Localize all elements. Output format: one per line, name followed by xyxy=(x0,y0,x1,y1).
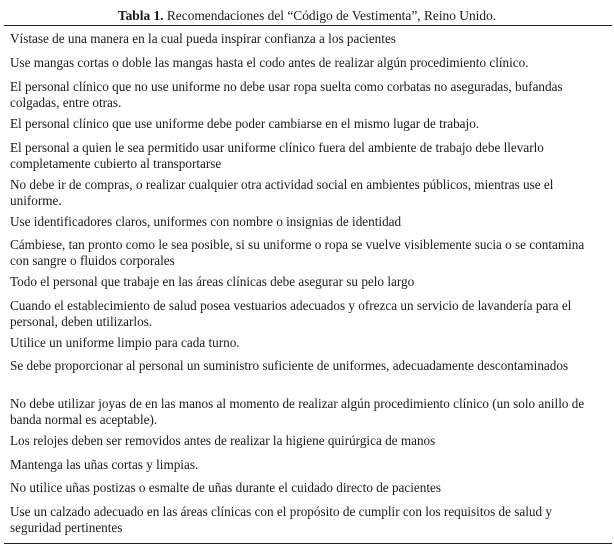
table-row: Use un calzado adecuado en las áreas clínicas con el propósito de cumplir con los requisitos de salud y seguridad pertinentes xyxy=(10,504,552,535)
table-row: Se debe proporcionar al personal un suministro suficiente de uniformes, adecuadamente descontaminados xyxy=(10,358,569,373)
table-bottom-rule xyxy=(4,543,612,544)
table-row: No debe utilizar joyas de en las manos al momento de realizar algún procedimiento clínico (un solo anillo de banda normal es aceptable). xyxy=(10,396,585,427)
table-top-rule xyxy=(4,25,612,26)
table-row: El personal clínico que no use uniforme no debe usar ropa suelta como corbatas no aseguradas, bufandas colgadas, entre otras. xyxy=(10,79,563,110)
table-row: Vístase de una manera en la cual pueda inspirar confianza a los pacientes xyxy=(10,31,396,46)
table-title xyxy=(0,8,614,24)
table-title-label: Tabla 1. xyxy=(117,8,164,23)
table-row: Cuando el establecimiento de salud posea vestuarios adecuados y ofrezca un servicio de lavandería para el personal, deben utilizarlos. xyxy=(10,298,572,329)
table-row: Use identificadores claros, uniformes con nombre o insignias de identidad xyxy=(10,214,402,229)
table-row: Cámbiese, tan pronto como le sea posible, si su uniforme o ropa se vuelve visiblemente sucia o se contamina con sangre o fluidos corporales xyxy=(10,237,585,268)
table-row: El personal a quien le sea permitido usar uniforme clínico fuera del ambiente de trabajo debe llevarlo completamente cubierto al transportarse xyxy=(10,140,544,171)
table-row: No debe ir de compras, o realizar cualquier otra actividad social en ambientes públicos, mientras use el uniforme. xyxy=(10,177,554,208)
table-row: Utilice un uniforme limpio para cada turno. xyxy=(10,335,240,350)
table-row: Todo el personal que trabaje en las áreas clínicas debe asegurar su pelo largo xyxy=(10,274,415,289)
table-row: El personal clínico que use uniforme debe poder cambiarse en el mismo lugar de trabajo. xyxy=(10,116,480,131)
table-row: Use mangas cortas o doble las mangas hasta el codo antes de realizar algún procedimiento clínico. xyxy=(10,55,529,70)
table-row: Los relojes deben ser removidos antes de realizar la higiene quirúrgica de manos xyxy=(10,433,436,448)
table-row: Mantenga las uñas cortas y limpias. xyxy=(10,457,199,472)
table-row: No utilice uñas postizas o esmalte de uñas durante el cuidado directo de pacientes xyxy=(10,480,442,495)
table-title-text: Recomendaciones del “Código de Vestimenta”, Reino Unido. xyxy=(163,8,497,23)
